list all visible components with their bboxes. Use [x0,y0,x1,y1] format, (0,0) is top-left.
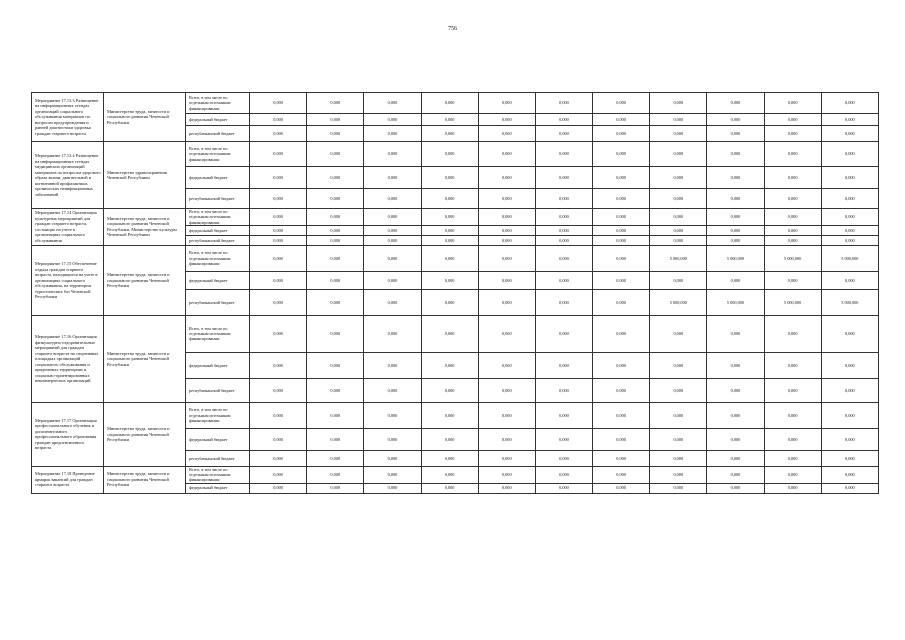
value-cell: 0,000 [707,378,764,402]
value-cell: 0,000 [307,245,364,271]
value-cell: 0,000 [650,142,707,167]
value-cell: 0,000 [707,225,764,235]
value-cell: 0,000 [593,245,650,271]
value-cell: 0,000 [307,167,364,189]
value-cell: 0,000 [478,167,535,189]
value-cell: 0,000 [478,271,535,289]
value-cell: 0,000 [650,271,707,289]
value-cell: 0,000 [535,315,592,352]
value-cell: 0,000 [421,289,478,315]
value-cell: 0,000 [421,126,478,142]
value-cell: 0,000 [650,428,707,450]
value-cell: 0,000 [307,315,364,352]
value-cell: 0,000 [307,189,364,209]
value-cell: 0,000 [307,402,364,428]
value-cell: 0,000 [250,126,307,142]
value-cell: 0,000 [593,142,650,167]
value-cell: 0,000 [364,245,421,271]
value-cell: 0,000 [593,209,650,226]
value-cell: 5 000,000 [707,245,764,271]
value-cell: 0,000 [707,93,764,114]
value-cell: 0,000 [650,114,707,126]
value-cell: 0,000 [535,271,592,289]
value-cell: 0,000 [478,93,535,114]
value-cell: 0,000 [421,142,478,167]
value-cell: 0,000 [535,167,592,189]
value-cell: 0,000 [250,402,307,428]
value-cell: 0,000 [535,378,592,402]
value-cell: 0,000 [707,114,764,126]
value-cell: 0,000 [364,93,421,114]
value-cell: 0,000 [478,483,535,493]
value-cell: 0,000 [307,466,364,483]
value-cell: 0,000 [250,235,307,245]
value-cell: 0,000 [821,428,878,450]
value-cell: 0,000 [650,126,707,142]
value-cell: 0,000 [535,189,592,209]
value-cell: 0,000 [535,483,592,493]
value-cell: 0,000 [364,225,421,235]
value-cell: 0,000 [821,225,878,235]
value-cell: 0,000 [535,466,592,483]
value-cell: 0,000 [478,114,535,126]
value-cell: 0,000 [821,271,878,289]
value-cell: 0,000 [250,93,307,114]
value-cell: 0,000 [764,209,821,226]
value-cell: 0,000 [535,225,592,235]
funding-source-cell: федеральный бюджет [186,483,250,493]
value-cell: 0,000 [478,142,535,167]
table-row [32,315,879,352]
value-cell: 0,000 [421,378,478,402]
value-cell: 0,000 [478,352,535,378]
value-cell: 0,000 [650,93,707,114]
value-cell: 0,000 [593,402,650,428]
value-cell: 0,000 [364,450,421,466]
funding-source-cell: республиканский бюджет [186,126,250,142]
value-cell: 0,000 [307,93,364,114]
value-cell: 0,000 [593,428,650,450]
value-cell: 0,000 [535,126,592,142]
value-cell: 0,000 [250,209,307,226]
value-cell: 0,000 [478,402,535,428]
value-cell: 5 000,000 [650,245,707,271]
executor-cell: Министерство здравоохранения Чеченской Республики [104,142,186,209]
value-cell: 0,000 [821,402,878,428]
value-cell: 0,000 [250,289,307,315]
event-name-cell: Мероприятие 17.15 Обеспечение отдыха граждан старшего возраста, находящихся на учете в организациях социального обслуживания, на территории туристических баз Чеченской Республики [32,245,104,315]
value-cell: 0,000 [707,189,764,209]
value-cell: 5 000,000 [821,289,878,315]
funding-source-cell: федеральный бюджет [186,167,250,189]
value-cell: 0,000 [821,142,878,167]
value-cell: 0,000 [421,466,478,483]
funding-source-cell: республиканский бюджет [186,378,250,402]
table-row [32,93,879,114]
value-cell: 0,000 [307,142,364,167]
value-cell: 0,000 [250,245,307,271]
value-cell: 0,000 [250,428,307,450]
value-cell: 0,000 [650,209,707,226]
value-cell: 0,000 [478,126,535,142]
value-cell: 0,000 [535,209,592,226]
value-cell: 0,000 [535,428,592,450]
value-cell: 0,000 [250,483,307,493]
event-name-cell: Мероприятие 17.13.4 Размещение на информационных стендах медицинских организаций материалов по вопросам здорового образа жизни, двигательной и когнитивной профилактики, хронических неинфекционных заболеваний [32,142,104,209]
value-cell: 0,000 [364,428,421,450]
value-cell: 0,000 [764,126,821,142]
budget-table [31,92,879,494]
value-cell: 0,000 [307,209,364,226]
value-cell: 0,000 [764,466,821,483]
value-cell: 0,000 [421,483,478,493]
value-cell: 0,000 [593,289,650,315]
funding-source-cell: федеральный бюджет [186,225,250,235]
value-cell: 0,000 [250,142,307,167]
table-row [32,466,879,483]
value-cell: 0,000 [650,352,707,378]
value-cell: 0,000 [307,126,364,142]
funding-source-cell: Всего, в том числе по отдельным источникам финансирования: [186,315,250,352]
funding-source-cell: Всего, в том числе по отдельным источникам финансирования: [186,466,250,483]
value-cell: 5 000,000 [764,245,821,271]
value-cell: 0,000 [364,209,421,226]
value-cell: 0,000 [364,315,421,352]
value-cell: 0,000 [478,428,535,450]
event-name-cell: Мероприятие 17.14 Организация культурных мероприятий для граждан старшего возраста, состоящих на учете в организациях социального обслуживания [32,209,104,246]
value-cell: 0,000 [421,315,478,352]
funding-source-cell: федеральный бюджет [186,352,250,378]
value-cell: 0,000 [478,450,535,466]
value-cell: 0,000 [821,466,878,483]
value-cell: 0,000 [307,271,364,289]
funding-source-cell: республиканский бюджет [186,235,250,245]
budget-table-body [32,93,879,494]
value-cell: 0,000 [364,114,421,126]
value-cell: 0,000 [650,466,707,483]
value-cell: 0,000 [650,235,707,245]
value-cell: 0,000 [707,466,764,483]
table-row [32,142,879,167]
value-cell: 0,000 [593,114,650,126]
value-cell: 0,000 [421,167,478,189]
value-cell: 0,000 [421,114,478,126]
value-cell: 0,000 [250,466,307,483]
page-number: 756 [448,26,457,32]
value-cell: 0,000 [535,114,592,126]
value-cell: 0,000 [650,189,707,209]
value-cell: 0,000 [307,225,364,235]
value-cell: 0,000 [250,352,307,378]
funding-source-cell: Всего, в том числе по отдельным источникам финансирования: [186,402,250,428]
value-cell: 0,000 [364,126,421,142]
value-cell: 0,000 [821,93,878,114]
value-cell: 0,000 [821,315,878,352]
value-cell: 0,000 [821,189,878,209]
value-cell: 0,000 [250,271,307,289]
executor-cell: Министерство труда, занятости и социального развития Чеченской Республики [104,315,186,402]
value-cell: 0,000 [764,483,821,493]
value-cell: 0,000 [593,167,650,189]
value-cell: 0,000 [250,315,307,352]
funding-source-cell: республиканский бюджет [186,450,250,466]
event-name-cell: Мероприятие 17.16 Организация физкультурно-оздоровительных мероприятий для граждан старшего возраста на спортивных площадках организаций социального обслуживания и придомовых территориях и социально-ориентированных некоммерческих организаций [32,315,104,402]
executor-cell: Министерство труда, занятости и социального развития Чеченской Республики [104,402,186,466]
value-cell: 0,000 [821,352,878,378]
value-cell: 0,000 [764,142,821,167]
value-cell: 0,000 [593,450,650,466]
funding-source-cell: республиканский бюджет [186,189,250,209]
value-cell: 0,000 [421,209,478,226]
value-cell: 0,000 [593,189,650,209]
value-cell: 0,000 [364,378,421,402]
value-cell: 0,000 [707,235,764,245]
value-cell: 0,000 [821,209,878,226]
value-cell: 0,000 [364,289,421,315]
value-cell: 0,000 [593,271,650,289]
value-cell: 0,000 [478,235,535,245]
funding-source-cell: федеральный бюджет [186,271,250,289]
funding-source-cell: республиканский бюджет [186,289,250,315]
value-cell: 0,000 [364,235,421,245]
value-cell: 0,000 [307,289,364,315]
funding-source-cell: Всего, в том числе по отдельным источникам финансирования: [186,245,250,271]
value-cell: 0,000 [421,235,478,245]
value-cell: 0,000 [764,315,821,352]
value-cell: 0,000 [364,167,421,189]
value-cell: 0,000 [821,483,878,493]
value-cell: 0,000 [707,450,764,466]
value-cell: 0,000 [421,245,478,271]
value-cell: 0,000 [364,466,421,483]
value-cell: 0,000 [593,483,650,493]
value-cell: 0,000 [535,450,592,466]
executor-cell: Министерство труда, занятости и социального развития Чеченской Республики [104,466,186,493]
value-cell: 0,000 [707,483,764,493]
value-cell: 0,000 [307,235,364,245]
value-cell: 0,000 [535,352,592,378]
value-cell: 5 000,000 [821,245,878,271]
value-cell: 0,000 [821,126,878,142]
value-cell: 0,000 [307,352,364,378]
funding-source-cell: Всего, в том числе по отдельным источникам финансирования: [186,209,250,226]
value-cell: 0,000 [421,93,478,114]
value-cell: 0,000 [250,167,307,189]
value-cell: 0,000 [535,142,592,167]
value-cell: 0,000 [364,271,421,289]
value-cell: 0,000 [421,450,478,466]
value-cell: 0,000 [764,93,821,114]
value-cell: 0,000 [707,315,764,352]
value-cell: 0,000 [707,167,764,189]
value-cell: 5 000,000 [650,289,707,315]
value-cell: 0,000 [707,271,764,289]
value-cell: 0,000 [593,315,650,352]
value-cell: 5 000,000 [707,289,764,315]
value-cell: 0,000 [250,189,307,209]
value-cell: 0,000 [821,378,878,402]
value-cell: 0,000 [535,402,592,428]
value-cell: 5 000,000 [764,289,821,315]
value-cell: 0,000 [250,114,307,126]
executor-cell: Министерство труда, занятости и социального развития Чеченской Республики, Министерство культуры Чеченской Республики [104,209,186,246]
executor-cell: Министерство труда, занятости и социального развития Чеченской Республики [104,245,186,315]
value-cell: 0,000 [364,352,421,378]
value-cell: 0,000 [421,428,478,450]
table-row [32,245,879,271]
value-cell: 0,000 [764,450,821,466]
value-cell: 0,000 [364,189,421,209]
value-cell: 0,000 [478,225,535,235]
table-row [32,402,879,428]
value-cell: 0,000 [593,225,650,235]
value-cell: 0,000 [707,142,764,167]
value-cell: 0,000 [421,225,478,235]
value-cell: 0,000 [764,189,821,209]
value-cell: 0,000 [764,402,821,428]
value-cell: 0,000 [478,466,535,483]
value-cell: 0,000 [707,428,764,450]
value-cell: 0,000 [650,167,707,189]
value-cell: 0,000 [478,378,535,402]
executor-cell: Министерство труда, занятости и социального развития Чеченской Республики [104,93,186,142]
funding-source-cell: федеральный бюджет [186,114,250,126]
value-cell: 0,000 [535,93,592,114]
value-cell: 0,000 [650,378,707,402]
value-cell: 0,000 [593,466,650,483]
value-cell: 0,000 [478,245,535,271]
funding-source-cell: Всего, в том числе по отдельным источникам финансирования: [186,142,250,167]
value-cell: 0,000 [650,483,707,493]
table-row [32,209,879,226]
value-cell: 0,000 [764,352,821,378]
value-cell: 0,000 [307,114,364,126]
value-cell: 0,000 [593,126,650,142]
value-cell: 0,000 [707,352,764,378]
value-cell: 0,000 [593,352,650,378]
value-cell: 0,000 [535,245,592,271]
funding-source-cell: Всего, в том числе по отдельным источникам финансирования: [186,93,250,114]
value-cell: 0,000 [307,450,364,466]
value-cell: 0,000 [421,189,478,209]
value-cell: 0,000 [250,225,307,235]
value-cell: 0,000 [821,167,878,189]
value-cell: 0,000 [364,142,421,167]
value-cell: 0,000 [764,428,821,450]
value-cell: 0,000 [421,402,478,428]
value-cell: 0,000 [478,315,535,352]
value-cell: 0,000 [821,235,878,245]
value-cell: 0,000 [307,378,364,402]
funding-source-cell: федеральный бюджет [186,428,250,450]
value-cell: 0,000 [478,289,535,315]
value-cell: 0,000 [364,402,421,428]
value-cell: 0,000 [821,450,878,466]
value-cell: 0,000 [593,93,650,114]
value-cell: 0,000 [764,378,821,402]
value-cell: 0,000 [764,114,821,126]
value-cell: 0,000 [650,450,707,466]
event-name-cell: Мероприятие 17.17 Организация профессионального обучения и дополнительного профессионального образования граждан предпенсионного возраста [32,402,104,466]
value-cell: 0,000 [650,402,707,428]
event-name-cell: Мероприятие 17.18 Проведение ярмарок вакансий для граждан старшего возраста [32,466,104,493]
value-cell: 0,000 [650,315,707,352]
value-cell: 0,000 [764,167,821,189]
value-cell: 0,000 [421,352,478,378]
value-cell: 0,000 [535,289,592,315]
value-cell: 0,000 [593,378,650,402]
value-cell: 0,000 [478,209,535,226]
value-cell: 0,000 [707,209,764,226]
value-cell: 0,000 [707,126,764,142]
value-cell: 0,000 [250,450,307,466]
value-cell: 0,000 [764,271,821,289]
value-cell: 0,000 [764,225,821,235]
value-cell: 0,000 [421,271,478,289]
value-cell: 0,000 [307,428,364,450]
value-cell: 0,000 [593,235,650,245]
value-cell: 0,000 [535,235,592,245]
value-cell: 0,000 [707,402,764,428]
event-name-cell: Мероприятие 17.13.3 Размещение на информационных стендах организаций социального обслуживания материалов по вопросам предупреждения и ранней диагностики здоровья граждан старшего возраста [32,93,104,142]
value-cell: 0,000 [821,114,878,126]
value-cell: 0,000 [250,378,307,402]
value-cell: 0,000 [364,483,421,493]
value-cell: 0,000 [478,189,535,209]
value-cell: 0,000 [650,225,707,235]
value-cell: 0,000 [764,235,821,245]
value-cell: 0,000 [307,483,364,493]
